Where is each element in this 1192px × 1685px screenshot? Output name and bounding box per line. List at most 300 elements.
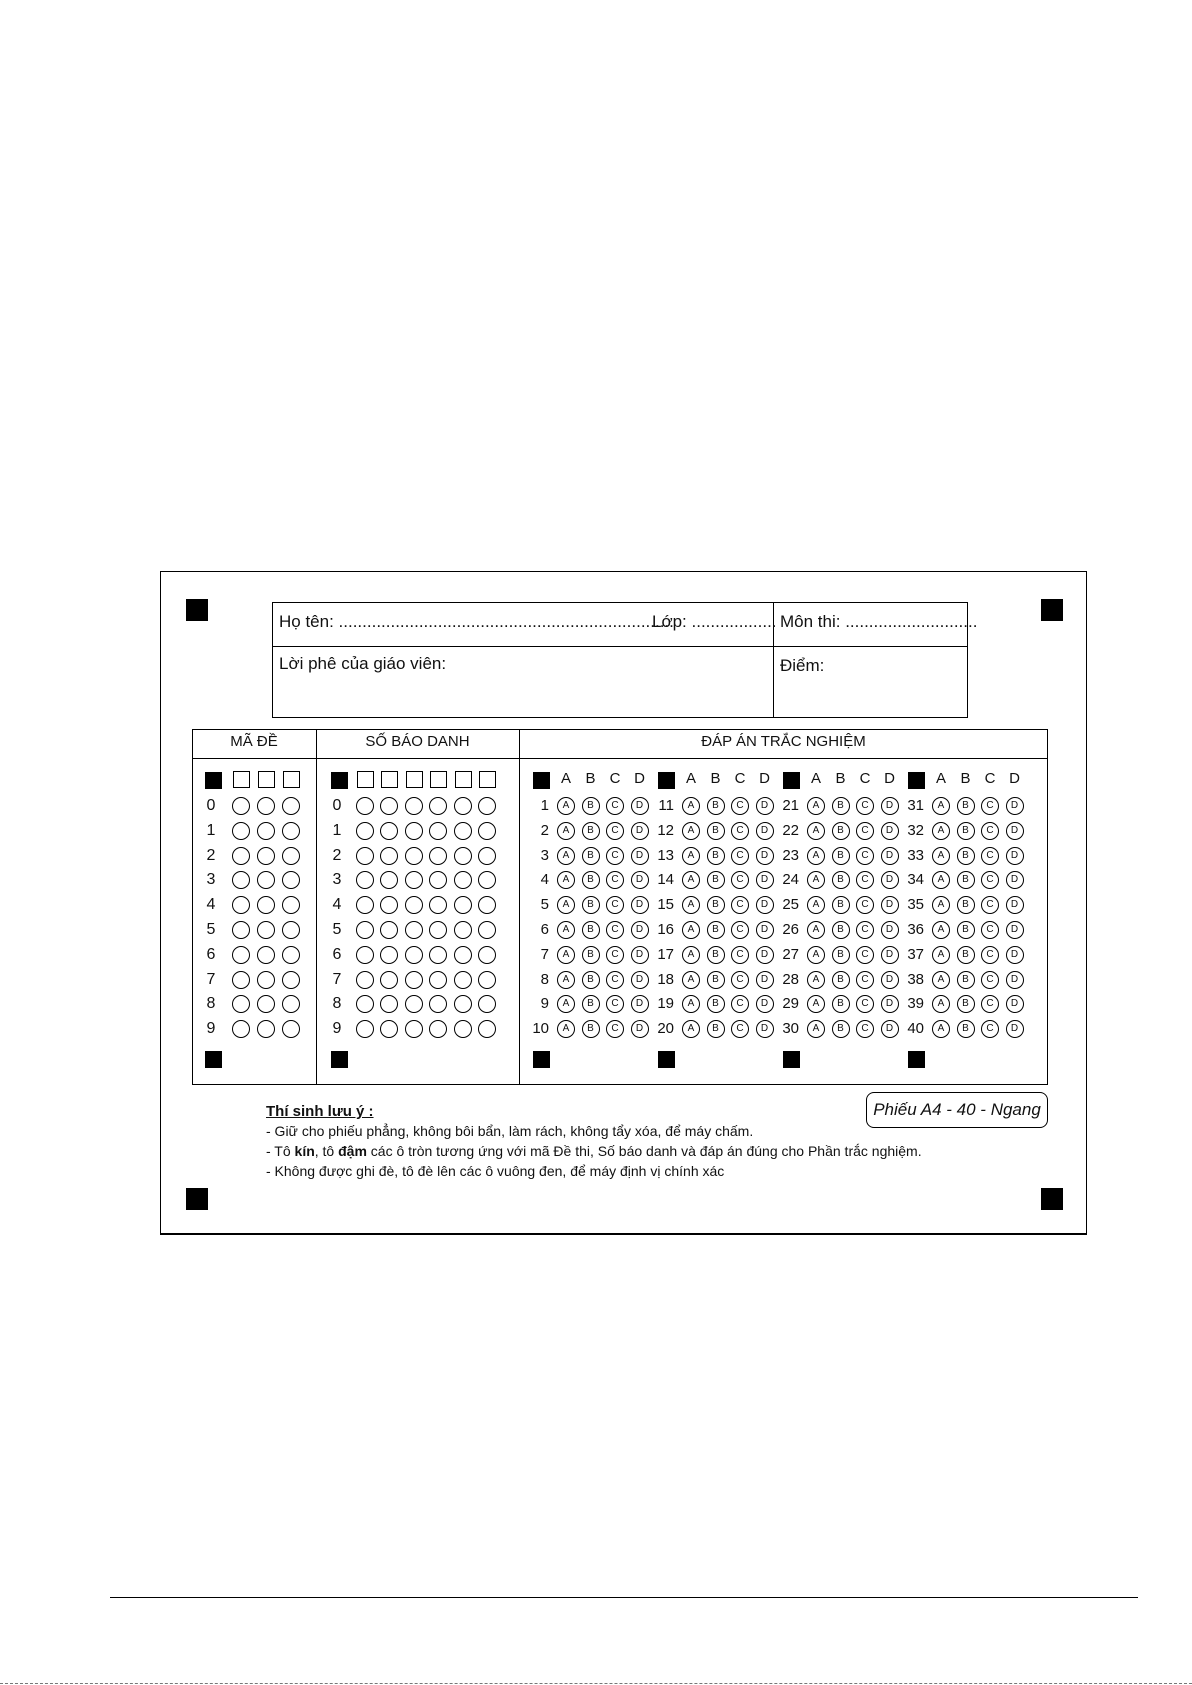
note-line-2-part: - Tô	[266, 1143, 295, 1159]
question-number: 40	[907, 1020, 924, 1038]
answer-bubble-b[interactable]: B	[582, 1020, 600, 1038]
answer-bubble-b[interactable]: B	[582, 995, 600, 1013]
sbd-bubble[interactable]	[356, 971, 374, 989]
answer-bubble-d[interactable]: D	[1006, 871, 1024, 889]
sbd-bubble[interactable]	[454, 1020, 472, 1038]
timing-mark	[908, 772, 925, 789]
sbd-bubble[interactable]	[356, 822, 374, 840]
question-number: 16	[657, 921, 674, 938]
ma-de-digit-box[interactable]	[283, 771, 300, 788]
answer-bubble-b[interactable]: B	[707, 995, 725, 1013]
answer-bubble-d[interactable]: D	[756, 946, 774, 964]
timing-mark	[783, 1051, 800, 1068]
answer-bubble-c[interactable]: C	[731, 921, 749, 939]
ma-de-bubble[interactable]	[257, 797, 275, 815]
answer-bubble-b[interactable]: B	[582, 847, 600, 865]
sbd-bubble[interactable]	[405, 847, 423, 865]
timing-mark	[205, 1051, 222, 1068]
sbd-digit-box[interactable]	[455, 771, 472, 788]
question-number: 24	[782, 871, 799, 889]
answer-bubble-a[interactable]: A	[557, 822, 575, 840]
ma-de-bubble[interactable]	[232, 921, 250, 939]
answer-bubble-c[interactable]: C	[981, 946, 999, 964]
answer-bubble-b[interactable]: B	[957, 847, 975, 865]
answer-bubble-d[interactable]: D	[756, 971, 774, 989]
subject-field-label[interactable]: Môn thi: ............................	[780, 612, 978, 631]
answer-bubble-b[interactable]: B	[707, 971, 725, 989]
answer-bubble-a[interactable]: A	[557, 995, 575, 1013]
sbd-bubble[interactable]	[405, 822, 423, 840]
question-number: 21	[782, 797, 799, 814]
answer-bubble-a[interactable]: A	[557, 847, 575, 865]
answer-bubble-d[interactable]: D	[881, 995, 899, 1013]
answer-bubble-b[interactable]: B	[957, 871, 975, 889]
answer-bubble-a[interactable]: A	[682, 797, 700, 815]
answer-bubble-a[interactable]: A	[682, 971, 700, 989]
so-bao-danh-heading: SỐ BÁO DANH	[365, 733, 470, 750]
answer-bubble-a[interactable]: A	[932, 946, 950, 964]
question-number: 29	[782, 995, 799, 1013]
digit-label: 5	[332, 921, 342, 938]
info-divider-horizontal	[272, 646, 968, 647]
answer-bubble-b[interactable]: B	[707, 1020, 725, 1038]
ma-de-bubble[interactable]	[232, 946, 250, 964]
question-number: 4	[540, 871, 549, 889]
timing-mark	[658, 772, 675, 789]
sbd-bubble[interactable]	[454, 896, 472, 914]
answer-bubble-d[interactable]: D	[631, 921, 649, 939]
answer-bubble-c[interactable]: C	[606, 896, 624, 914]
sbd-bubble[interactable]	[478, 971, 496, 989]
digit-label: 2	[332, 846, 342, 864]
answer-bubble-b[interactable]: B	[582, 946, 600, 964]
answer-bubble-c[interactable]: C	[606, 971, 624, 989]
answer-bubble-a[interactable]: A	[807, 1020, 825, 1038]
sbd-bubble[interactable]	[454, 797, 472, 815]
answer-bubble-d[interactable]: D	[881, 971, 899, 989]
ma-de-digit-box[interactable]	[233, 771, 250, 788]
answer-bubble-c[interactable]: C	[606, 946, 624, 964]
answer-bubble-a[interactable]: A	[932, 995, 950, 1013]
ma-de-bubble[interactable]	[232, 822, 250, 840]
corner-marker-top-left	[186, 599, 208, 621]
ma-de-bubble[interactable]	[232, 971, 250, 989]
question-number: 2	[540, 821, 549, 839]
option-letter-header: B	[960, 770, 971, 787]
sbd-bubble[interactable]	[405, 1020, 423, 1038]
answer-bubble-d[interactable]: D	[631, 822, 649, 840]
question-number: 30	[782, 1020, 799, 1038]
ma-de-bubble[interactable]	[257, 847, 275, 865]
answer-bubble-a[interactable]: A	[932, 847, 950, 865]
answer-bubble-a[interactable]: A	[682, 946, 700, 964]
answer-bubble-a[interactable]: A	[557, 896, 575, 914]
sbd-bubble[interactable]	[454, 995, 472, 1013]
answer-bubble-d[interactable]: D	[881, 946, 899, 964]
sbd-digit-box[interactable]	[381, 771, 398, 788]
answer-bubble-b[interactable]: B	[582, 871, 600, 889]
timing-mark	[533, 772, 550, 789]
answer-bubble-b[interactable]: B	[832, 797, 850, 815]
ma-de-bubble[interactable]	[257, 946, 275, 964]
answer-bubble-b[interactable]: B	[707, 946, 725, 964]
question-number: 10	[532, 1020, 549, 1038]
ma-de-heading: MÃ ĐỀ	[230, 733, 278, 750]
answer-bubble-d[interactable]: D	[881, 921, 899, 939]
answer-bubble-d[interactable]: D	[1006, 995, 1024, 1013]
answer-bubble-c[interactable]: C	[606, 797, 624, 815]
sbd-bubble[interactable]	[454, 871, 472, 889]
answer-bubble-c[interactable]: C	[981, 797, 999, 815]
sbd-bubble[interactable]	[356, 946, 374, 964]
answer-bubble-d[interactable]: D	[756, 847, 774, 865]
ma-de-bubble[interactable]	[257, 822, 275, 840]
answer-bubble-c[interactable]: C	[856, 822, 874, 840]
question-number: 39	[907, 995, 924, 1013]
question-number: 35	[907, 896, 924, 914]
sbd-bubble[interactable]	[478, 921, 496, 939]
answer-bubble-d[interactable]: D	[756, 871, 774, 889]
sbd-digit-box[interactable]	[430, 771, 447, 788]
answer-bubble-b[interactable]: B	[957, 797, 975, 815]
grid-header-divider	[192, 758, 1048, 759]
answer-bubble-d[interactable]: D	[756, 995, 774, 1013]
sbd-bubble[interactable]	[478, 946, 496, 964]
digit-label: 3	[332, 871, 342, 889]
answer-bubble-d[interactable]: D	[881, 896, 899, 914]
answer-bubble-d[interactable]: D	[1006, 946, 1024, 964]
answer-bubble-d[interactable]: D	[1006, 1020, 1024, 1038]
sbd-bubble[interactable]	[478, 797, 496, 815]
question-number: 31	[907, 797, 924, 814]
question-number: 13	[657, 846, 674, 864]
answer-bubble-c[interactable]: C	[981, 822, 999, 840]
question-number: 19	[657, 995, 674, 1013]
answer-bubble-a[interactable]: A	[932, 921, 950, 939]
ma-de-bubble[interactable]	[257, 921, 275, 939]
sbd-bubble[interactable]	[356, 797, 374, 815]
page-edge-line	[0, 1683, 1192, 1684]
answer-bubble-b[interactable]: B	[832, 871, 850, 889]
answer-bubble-d[interactable]: D	[631, 896, 649, 914]
question-number: 8	[540, 970, 549, 988]
answer-bubble-c[interactable]: C	[981, 1020, 999, 1038]
answer-bubble-a[interactable]: A	[807, 946, 825, 964]
answer-bubble-a[interactable]: A	[682, 896, 700, 914]
answer-bubble-a[interactable]: A	[807, 971, 825, 989]
answer-bubble-c[interactable]: C	[731, 1020, 749, 1038]
answer-bubble-a[interactable]: A	[932, 896, 950, 914]
answer-bubble-a[interactable]: A	[557, 871, 575, 889]
ma-de-bubble[interactable]	[282, 921, 300, 939]
answer-bubble-b[interactable]: B	[957, 995, 975, 1013]
answer-bubble-d[interactable]: D	[881, 847, 899, 865]
grid-divider-2	[519, 729, 520, 1085]
answer-bubble-c[interactable]: C	[856, 871, 874, 889]
name-field-label[interactable]: Họ tên: .......................................................................	[279, 612, 674, 631]
answer-bubble-b[interactable]: B	[832, 946, 850, 964]
sbd-bubble[interactable]	[478, 847, 496, 865]
answer-bubble-d[interactable]: D	[756, 1020, 774, 1038]
answer-bubble-a[interactable]: A	[807, 797, 825, 815]
sbd-bubble[interactable]	[454, 921, 472, 939]
answer-bubble-b[interactable]: B	[832, 847, 850, 865]
answer-bubble-a[interactable]: A	[682, 822, 700, 840]
ma-de-bubble[interactable]	[282, 946, 300, 964]
question-number: 11	[658, 797, 674, 814]
answer-bubble-d[interactable]: D	[1006, 847, 1024, 865]
answer-bubble-a[interactable]: A	[557, 971, 575, 989]
answer-bubble-b[interactable]: B	[582, 921, 600, 939]
sbd-digit-box[interactable]	[406, 771, 423, 788]
answer-bubble-c[interactable]: C	[731, 971, 749, 989]
digit-label: 0	[206, 797, 216, 814]
question-number: 5	[540, 896, 549, 914]
answer-bubble-d[interactable]: D	[756, 822, 774, 840]
answer-bubble-d[interactable]: D	[756, 797, 774, 815]
ma-de-bubble[interactable]	[282, 822, 300, 840]
question-number: 33	[907, 846, 924, 864]
answer-bubble-b[interactable]: B	[832, 822, 850, 840]
digit-label: 7	[332, 970, 342, 988]
page-bottom-rule	[110, 1597, 1138, 1598]
answer-bubble-a[interactable]: A	[682, 921, 700, 939]
sbd-digit-box[interactable]	[479, 771, 496, 788]
sbd-bubble[interactable]	[429, 822, 447, 840]
answer-bubble-d[interactable]: D	[631, 946, 649, 964]
answer-bubble-c[interactable]: C	[981, 871, 999, 889]
answer-bubble-b[interactable]: B	[957, 921, 975, 939]
digit-label: 4	[206, 896, 216, 914]
answer-bubble-b[interactable]: B	[707, 797, 725, 815]
answer-bubble-a[interactable]: A	[932, 971, 950, 989]
option-letter-header: B	[835, 770, 846, 787]
answer-bubble-c[interactable]: C	[606, 847, 624, 865]
answer-bubble-a[interactable]: A	[807, 847, 825, 865]
sbd-bubble[interactable]	[405, 797, 423, 815]
digit-label: 7	[206, 970, 216, 988]
answer-bubble-c[interactable]: C	[606, 822, 624, 840]
answer-bubble-a[interactable]: A	[807, 871, 825, 889]
answer-bubble-c[interactable]: C	[731, 946, 749, 964]
question-number: 7	[540, 945, 549, 963]
answer-bubble-d[interactable]: D	[881, 1020, 899, 1038]
answer-bubble-b[interactable]: B	[832, 1020, 850, 1038]
ma-de-bubble[interactable]	[282, 847, 300, 865]
answer-bubble-b[interactable]: B	[832, 971, 850, 989]
answer-bubble-d[interactable]: D	[1006, 921, 1024, 939]
answer-bubble-c[interactable]: C	[731, 822, 749, 840]
answer-bubble-b[interactable]: B	[582, 822, 600, 840]
sbd-bubble[interactable]	[454, 946, 472, 964]
answer-bubble-b[interactable]: B	[832, 921, 850, 939]
answer-bubble-d[interactable]: D	[881, 822, 899, 840]
digit-label: 8	[332, 995, 342, 1013]
answer-bubble-a[interactable]: A	[932, 871, 950, 889]
ma-de-bubble[interactable]	[282, 797, 300, 815]
answer-bubble-b[interactable]: B	[707, 847, 725, 865]
ma-de-bubble[interactable]	[232, 847, 250, 865]
question-number: 9	[540, 995, 549, 1013]
answer-bubble-d[interactable]: D	[631, 847, 649, 865]
answer-bubble-c[interactable]: C	[981, 995, 999, 1013]
answer-bubble-c[interactable]: C	[856, 797, 874, 815]
corner-marker-top-right	[1041, 599, 1063, 621]
answer-bubble-c[interactable]: C	[606, 921, 624, 939]
answer-bubble-c[interactable]: C	[856, 971, 874, 989]
answer-bubble-a[interactable]: A	[682, 1020, 700, 1038]
sbd-bubble[interactable]	[380, 847, 398, 865]
question-number: 26	[782, 921, 799, 938]
answer-bubble-c[interactable]: C	[731, 797, 749, 815]
answer-bubble-d[interactable]: D	[1006, 822, 1024, 840]
digit-label: 2	[206, 846, 216, 864]
digit-label: 6	[332, 945, 342, 963]
note-line-1: - Giữ cho phiếu phẳng, không bôi bẩn, làm rách, không tẩy xóa, để máy chấm.	[266, 1123, 754, 1139]
sbd-bubble[interactable]	[454, 971, 472, 989]
corner-marker-bottom-right	[1041, 1188, 1063, 1210]
answer-bubble-d[interactable]: D	[631, 971, 649, 989]
answer-bubble-c[interactable]: C	[731, 896, 749, 914]
answer-bubble-c[interactable]: C	[731, 995, 749, 1013]
answer-bubble-c[interactable]: C	[981, 847, 999, 865]
score-label: Điểm:	[780, 656, 825, 675]
answer-bubble-a[interactable]: A	[932, 797, 950, 815]
answer-bubble-c[interactable]: C	[606, 995, 624, 1013]
answer-bubble-b[interactable]: B	[582, 971, 600, 989]
ma-de-bubble[interactable]	[282, 971, 300, 989]
answer-bubble-c[interactable]: C	[856, 921, 874, 939]
answer-bubble-d[interactable]: D	[756, 921, 774, 939]
answer-bubble-b[interactable]: B	[957, 822, 975, 840]
answer-bubble-c[interactable]: C	[606, 871, 624, 889]
question-number: 37	[907, 945, 924, 963]
ma-de-digit-box[interactable]	[258, 771, 275, 788]
question-number: 17	[657, 945, 674, 963]
answer-bubble-b[interactable]: B	[832, 896, 850, 914]
sbd-bubble[interactable]	[429, 971, 447, 989]
answer-bubble-c[interactable]: C	[731, 847, 749, 865]
timing-mark	[783, 772, 800, 789]
answer-bubble-b[interactable]: B	[832, 995, 850, 1013]
note-line-2-part: , tô	[314, 1143, 339, 1159]
answer-bubble-d[interactable]: D	[756, 896, 774, 914]
sbd-bubble[interactable]	[356, 847, 374, 865]
answer-bubble-a[interactable]: A	[682, 871, 700, 889]
question-number: 23	[782, 846, 799, 864]
answer-bubble-b[interactable]: B	[582, 797, 600, 815]
answer-bubble-d[interactable]: D	[881, 797, 899, 815]
question-number: 18	[657, 970, 674, 988]
question-number: 28	[782, 970, 799, 988]
answer-bubble-d[interactable]: D	[631, 995, 649, 1013]
answer-bubble-c[interactable]: C	[856, 946, 874, 964]
answer-bubble-c[interactable]: C	[981, 971, 999, 989]
answer-bubble-a[interactable]: A	[932, 822, 950, 840]
question-number: 38	[907, 970, 924, 988]
question-number: 36	[907, 921, 924, 938]
answer-bubble-c[interactable]: C	[856, 847, 874, 865]
sbd-bubble[interactable]	[356, 921, 374, 939]
answer-bubble-a[interactable]: A	[807, 921, 825, 939]
sbd-bubble[interactable]	[405, 921, 423, 939]
timing-mark	[908, 1051, 925, 1068]
timing-mark	[533, 1051, 550, 1068]
ma-de-bubble[interactable]	[257, 971, 275, 989]
answer-bubble-a[interactable]: A	[557, 1020, 575, 1038]
answer-bubble-a[interactable]: A	[682, 995, 700, 1013]
answer-bubble-d[interactable]: D	[1006, 797, 1024, 815]
answer-bubble-a[interactable]: A	[557, 946, 575, 964]
question-number: 6	[540, 921, 549, 938]
option-letter-header: D	[1009, 770, 1020, 787]
option-letter-header: C	[734, 770, 746, 787]
answer-bubble-b[interactable]: B	[707, 871, 725, 889]
answer-bubble-c[interactable]: C	[606, 1020, 624, 1038]
answer-bubble-d[interactable]: D	[631, 797, 649, 815]
answer-bubble-c[interactable]: C	[981, 896, 999, 914]
answer-bubble-d[interactable]: D	[631, 1020, 649, 1038]
answer-bubble-b[interactable]: B	[707, 896, 725, 914]
sbd-bubble[interactable]	[405, 946, 423, 964]
answer-bubble-c[interactable]: C	[856, 1020, 874, 1038]
sbd-bubble[interactable]	[429, 946, 447, 964]
sbd-digit-box[interactable]	[357, 771, 374, 788]
answer-bubble-b[interactable]: B	[957, 946, 975, 964]
answer-bubble-a[interactable]: A	[557, 797, 575, 815]
answer-bubble-d[interactable]: D	[1006, 896, 1024, 914]
answer-bubble-c[interactable]: C	[731, 871, 749, 889]
answer-bubble-b[interactable]: B	[957, 971, 975, 989]
answer-bubble-b[interactable]: B	[707, 822, 725, 840]
option-letter-header: D	[884, 770, 895, 787]
ma-de-bubble[interactable]	[232, 797, 250, 815]
answer-bubble-c[interactable]: C	[856, 995, 874, 1013]
answer-bubble-c[interactable]: C	[981, 921, 999, 939]
answer-bubble-d[interactable]: D	[631, 871, 649, 889]
question-number: 20	[657, 1020, 674, 1038]
sbd-bubble[interactable]	[380, 971, 398, 989]
sbd-bubble[interactable]	[405, 971, 423, 989]
answer-bubble-a[interactable]: A	[557, 921, 575, 939]
sbd-bubble[interactable]	[454, 847, 472, 865]
sbd-bubble[interactable]	[478, 822, 496, 840]
question-number: 34	[907, 871, 924, 889]
answer-bubble-d[interactable]: D	[881, 871, 899, 889]
class-field-label[interactable]: Lớp: ..................	[652, 612, 777, 631]
answer-bubble-a[interactable]: A	[807, 896, 825, 914]
answer-bubble-a[interactable]: A	[807, 995, 825, 1013]
timing-mark	[205, 772, 222, 789]
sbd-bubble[interactable]	[405, 896, 423, 914]
digit-label: 9	[332, 1020, 342, 1038]
answer-bubble-b[interactable]: B	[957, 1020, 975, 1038]
option-letter-header: D	[759, 770, 770, 787]
option-letter-header: A	[685, 770, 696, 787]
answer-bubble-b[interactable]: B	[707, 921, 725, 939]
sbd-bubble[interactable]	[429, 847, 447, 865]
option-letter-header: C	[859, 770, 871, 787]
sbd-bubble[interactable]	[454, 822, 472, 840]
answer-bubble-c[interactable]: C	[856, 896, 874, 914]
answer-bubble-a[interactable]: A	[807, 822, 825, 840]
answer-bubble-b[interactable]: B	[957, 896, 975, 914]
answer-bubble-d[interactable]: D	[1006, 971, 1024, 989]
answer-bubble-a[interactable]: A	[682, 847, 700, 865]
answer-bubble-b[interactable]: B	[582, 896, 600, 914]
answer-bubble-a[interactable]: A	[932, 1020, 950, 1038]
option-letter-header: C	[609, 770, 621, 787]
